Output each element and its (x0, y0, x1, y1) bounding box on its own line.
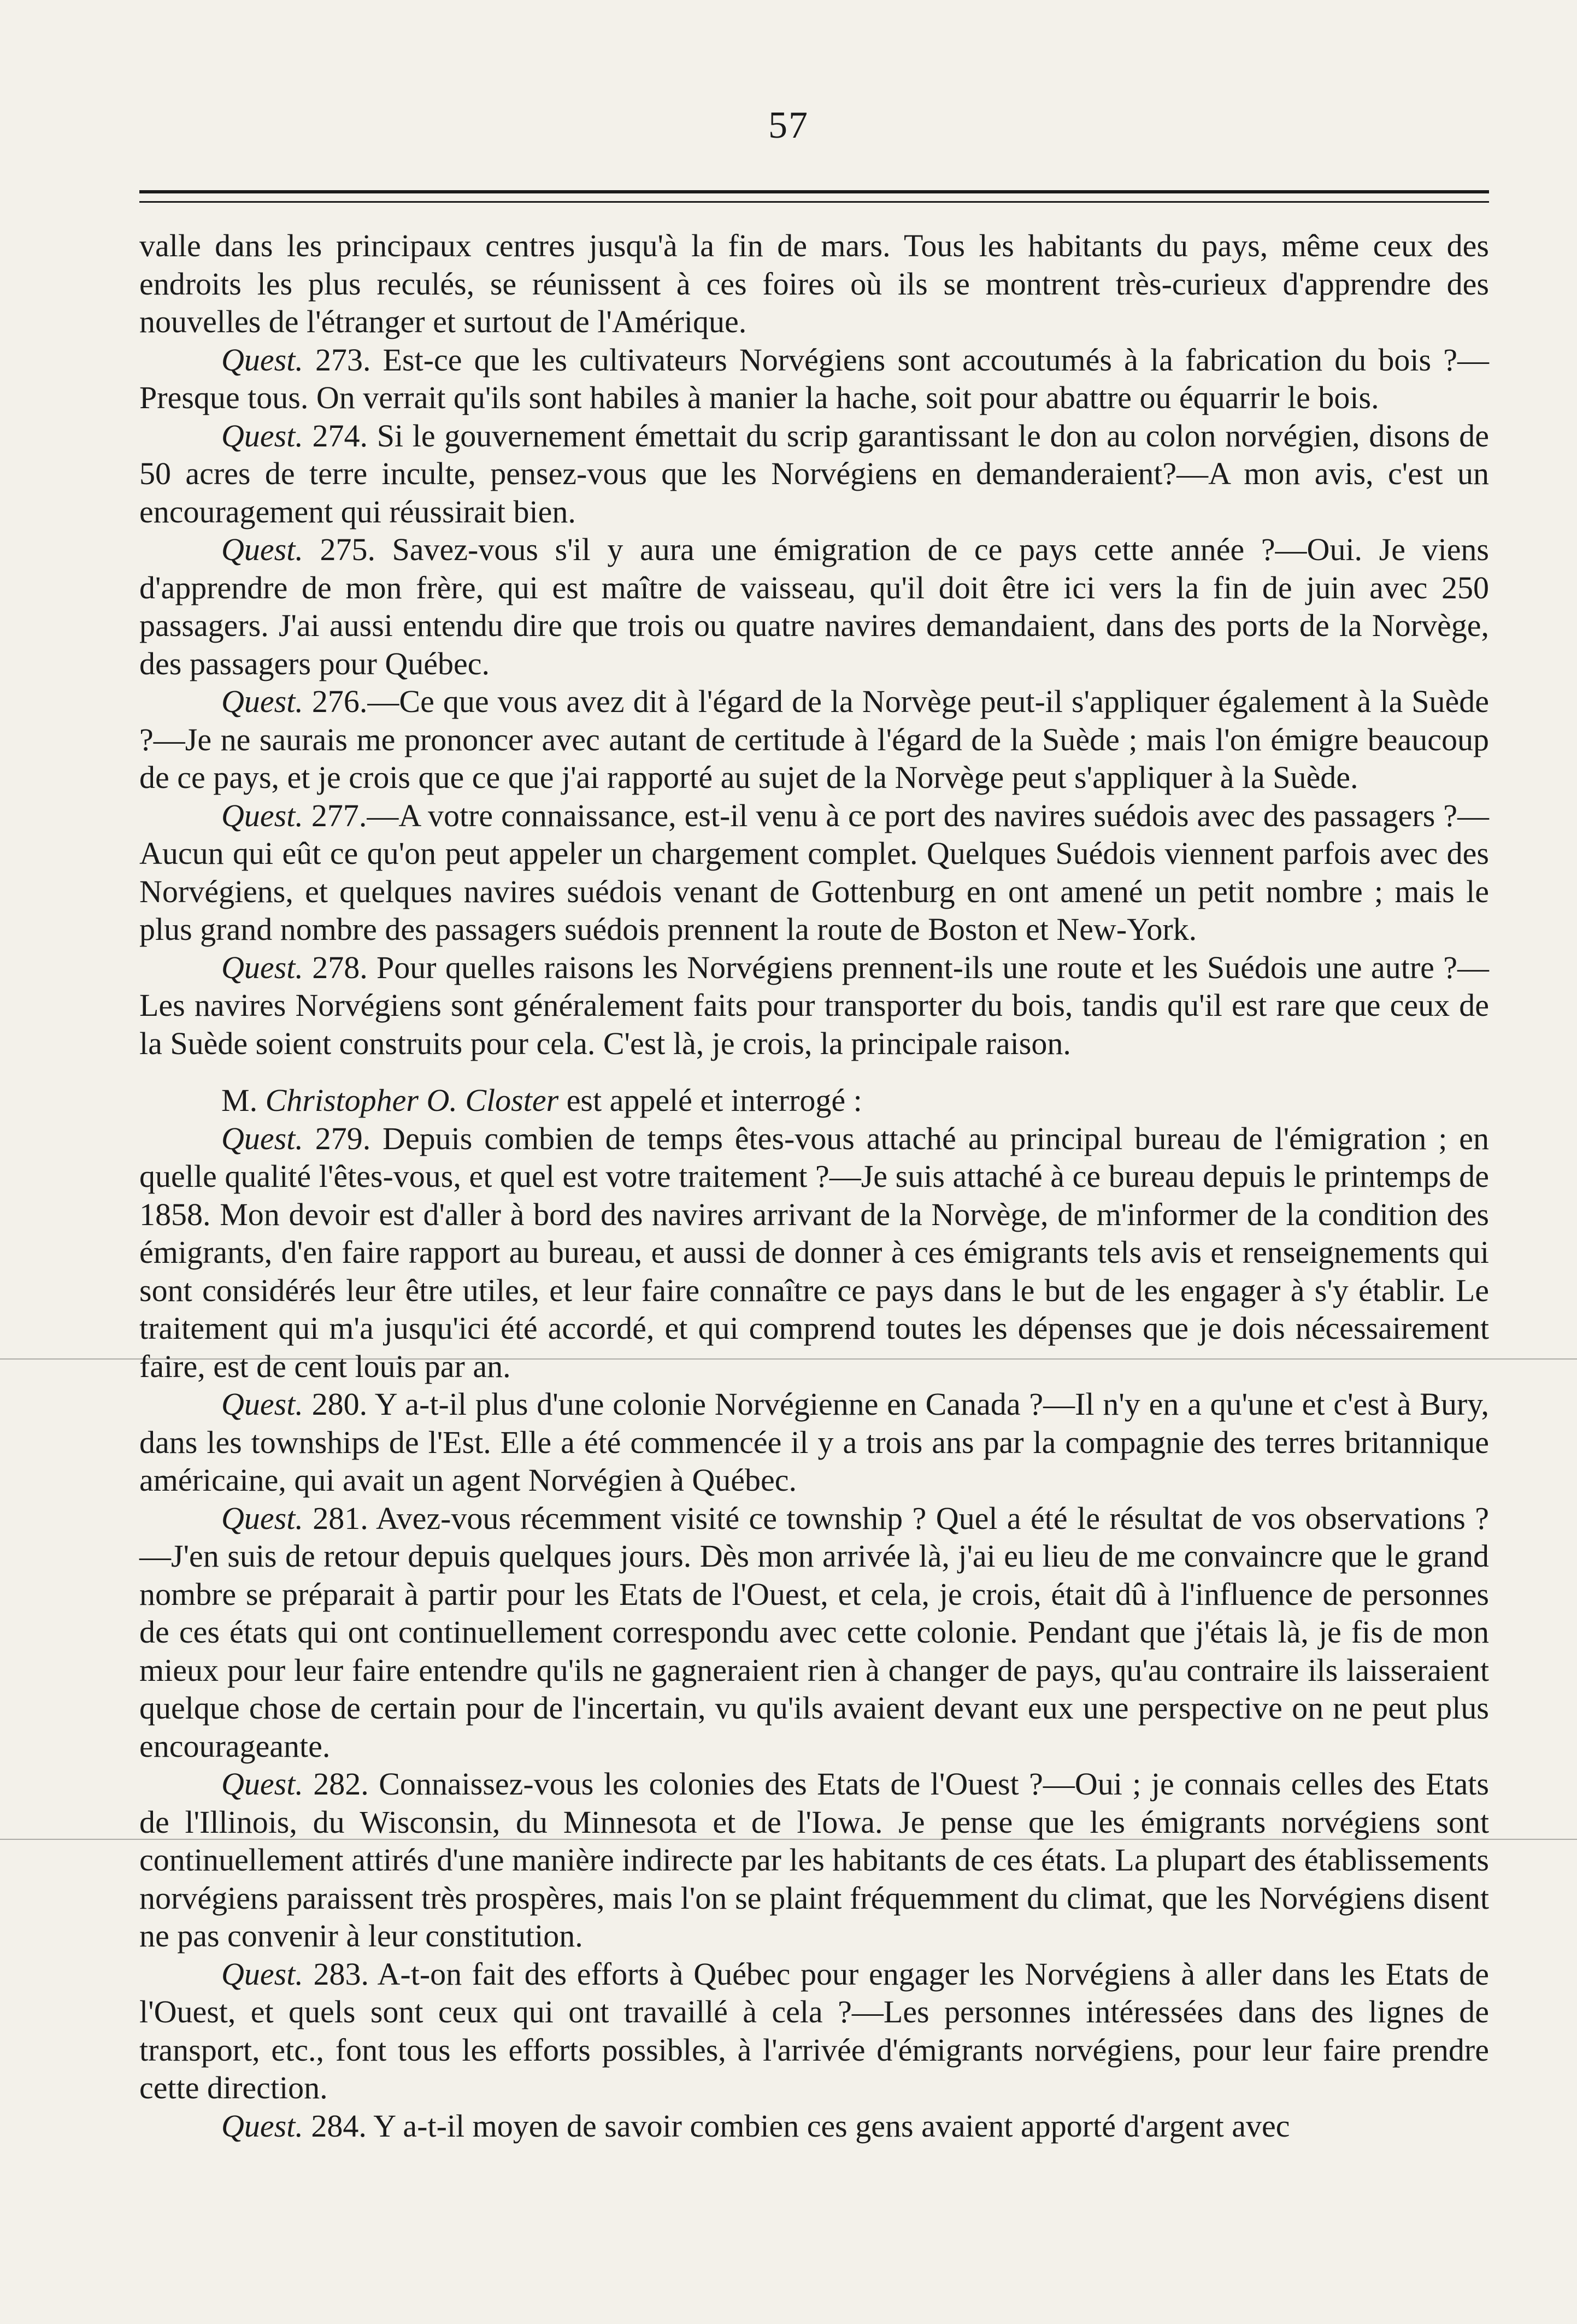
question-274 (139, 417, 1489, 531)
question-number: 273. (315, 342, 371, 378)
question-276 (139, 683, 1489, 797)
question-number: 281. (313, 1500, 368, 1536)
body-text (139, 227, 1489, 2145)
header-rule-thick (139, 190, 1489, 193)
continuation-paragraph: valle dans les principaux centres jusqu'à la fin de mars. Tous les habitants du pays, même ceux des endroits les plus reculés, se réunissent à ces foires où ils se montrent très-curieux d'apprendre des nouvelles de l'étranger et surtout de l'Amérique. (139, 228, 1489, 339)
witness-name: Christopher O. Closter (265, 1082, 559, 1118)
question-text: Connaissez-vous les colonies des Etats de l'Ouest ?—Oui ; je connais celles des Etats de l'Illinois, du Wisconsin, du Minnesota et de l'Iowa. Je pense que les émigrants norvégiens sont continuellement attirés d'une manière indirecte par les habitants de ces états. La plupart des établissements norvégiens paraissent très prospères, mais l'on se plaint fréquemment du climat, que les Norvégiens disent ne pas convenir à leur constitution. (139, 1766, 1489, 1954)
witness-prefix: M. (221, 1082, 258, 1118)
question-number: 275. (320, 532, 375, 567)
question-282 (139, 1765, 1489, 1955)
question-text: Savez-vous s'il y aura une émigration de ce pays cette année ?—Oui. Je viens d'apprendre de mon frère, qui est maître de vaisseau, qu'il doit être ici vers la fin de juin avec 250 passagers. J'ai aussi entendu dire que trois ou quatre navires demandaient, dans des ports de la Norvège, des passagers pour Québec. (139, 532, 1490, 681)
witness-suffix: est appelé et interrogé : (566, 1082, 862, 1118)
question-number: 279. (315, 1120, 371, 1156)
question-275 (139, 531, 1489, 683)
header-rule-thin (139, 201, 1489, 203)
question-text: Y a-t-il moyen de savoir combien ces gens avaient apporté d'argent avec (373, 2108, 1290, 2144)
question-284 (139, 2107, 1489, 2145)
question-text: Pour quelles raisons les Norvégiens prennent-ils une route et les Suédois une autre ?—Les navires Norvégiens sont généralement faits pour transporter du bois, tandis qu'il est rare que ceux de la Suède soient construits pour cela. C'est là, je crois, la principale raison. (139, 949, 1489, 1061)
question-number: 274. (312, 417, 368, 454)
question-278 (139, 949, 1489, 1063)
question-number: 280. (311, 1386, 368, 1422)
question-text: Si le gouvernement émettait du scrip garantissant le don au colon norvégien, disons de 50 acres de terre inculte, pensez-vous que les Norvégiens en demanderaient?—A mon avis, c'est un encouragement qui réussirait bien. (139, 417, 1490, 529)
question-label: Quest. (221, 797, 303, 833)
question-text: A-t-on fait des efforts à Québec pour engager les Norvégiens à aller dans les Etats de l'Ouest, et quels sont ceux qui ont travaillé à cela ?—Les personnes intéressées dans des lignes de transport, etc., font tous les efforts possibles, à l'arrivée d'émigrants norvégiens, pour leur faire prendre cette direction. (139, 1956, 1489, 2105)
question-label: Quest. (221, 532, 303, 567)
question-text: Y a-t-il plus d'une colonie Norvégienne en Canada ?—Il n'y en a qu'une et c'est à Bury, dans les townships de l'Est. Elle a été commencée il y a trois ans par la compagnie des terres britannique américaine, qui avait un agent Norvégien à Québec. (139, 1386, 1489, 1498)
question-label: Quest. (221, 1956, 303, 1992)
question-280 (139, 1385, 1489, 1499)
question-273 (139, 341, 1489, 417)
question-text: Avez-vous récemment visité ce township ? Quel a été le résultat de vos observations ?—J'en suis de retour depuis quelques jours. Dès mon arrivée là, j'ai eu lieu de me convaincre que le grand nombre se préparait à partir pour les Etats de l'Ouest, et cela, je crois, était dû à l'influence de personnes de ces états qui ont continuellement correspondu avec cette colonie. Pendant que j'étais là, je fis de mon mieux pour leur faire entendre qu'ils ne gagneraient rien à changer de pays, qu'au contraire ils laisseraient quelque chose de certain pour de l'incertain, vu qu'ils avaient devant eux une perspective on ne peut plus encourageante. (139, 1500, 1490, 1764)
question-text: —A votre connaissance, est-il venu à ce port des navires suédois avec des passagers ?—Aucun qui eût ce qu'on peut appeler un chargement complet. Quelques Suédois viennent parfois avec des Norvégiens, et quelques navires suédois venant de Gottenburg en ont amené un petit nombre ; mais le plus grand nombre des passagers suédois prennent la route de Boston et New-York. (139, 797, 1489, 947)
witness-intro (139, 1081, 1489, 1120)
question-text: Est-ce que les cultivateurs Norvégiens sont accoutumés à la fabrication du bois ?—Presque tous. On verrait qu'ils sont habiles à manier la hache, soit pour abattre ou équarrir le bois. (139, 342, 1489, 415)
question-number: 276. (311, 684, 368, 719)
question-277 (139, 797, 1489, 949)
question-number: 284. (311, 2108, 367, 2144)
question-label: Quest. (221, 1386, 303, 1422)
question-label: Quest. (221, 342, 303, 378)
question-281 (139, 1499, 1489, 1766)
question-number: 278. (312, 949, 368, 985)
question-label: Quest. (221, 1766, 303, 1802)
question-283 (139, 1955, 1489, 2107)
question-number: 282. (313, 1766, 369, 1802)
question-text: Depuis combien de temps êtes-vous attaché au principal bureau de l'émigration ; en quelle qualité l'êtes-vous, et quel est votre traitement ?—Je suis attaché à ce bureau depuis le printemps de 1858. Mon devoir est d'aller à bord des navires arrivant de la Norvège, de m'informer de la condition des émigrants, d'en faire rapport au bureau, et aussi de donner à ces émigrants tels avis et renseignements qui sont considérés leur être utiles, et leur faire connaître ce pays dans le but de les engager à s'y établir. Le traitement qui m'a jusqu'ici été accordé, et qui comprend toutes les dépenses que je dois nécessairement faire, est de cent louis par an. (139, 1120, 1490, 1384)
question-label: Quest. (221, 949, 303, 985)
question-label: Quest. (221, 417, 303, 454)
question-label: Quest. (221, 2108, 303, 2144)
question-label: Quest. (221, 1120, 303, 1156)
question-279 (139, 1120, 1489, 1386)
question-label: Quest. (221, 684, 303, 719)
question-number: 277. (311, 797, 367, 833)
page-number: 57 (768, 104, 809, 146)
question-text: —Ce que vous avez dit à l'égard de la Norvège peut-il s'appliquer également à la Suède ?—Je ne saurais me prononcer avec autant de certitude à l'égard de la Suède ; mais l'on émigre beaucoup de ce pays, et je crois que ce que j'ai rapporté au sujet de la Norvège peut s'appliquer à la Suède. (139, 684, 1489, 795)
question-number: 283. (313, 1956, 369, 1992)
question-label: Quest. (221, 1500, 303, 1536)
